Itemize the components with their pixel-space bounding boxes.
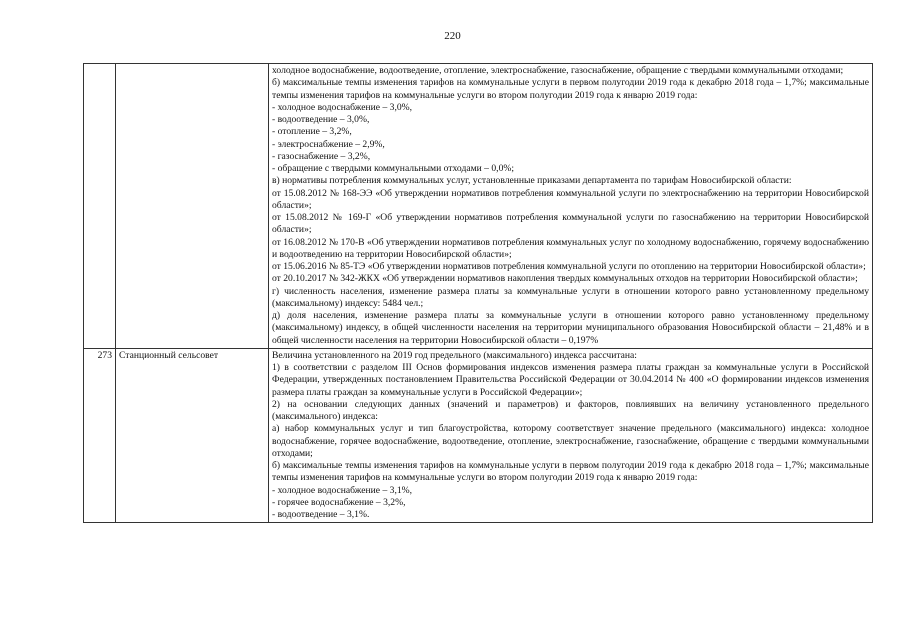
text-paragraph: 1) в соответствии с разделом III Основ формирования индексов изменения размера платы граждан за коммунальные услуги в Российской Федерации, утвержденных постановлением Правительства Российской Федерации от 30.04.2014 № 400 «О формировании индексов изменения размера платы граждан за коммунальные услуги в Российской Федерации»; <box>272 362 869 398</box>
description-cell <box>269 64 873 349</box>
document-table <box>83 63 873 523</box>
text-paragraph: - отопление – 3,2%, <box>272 126 352 138</box>
text-paragraph: г) численность населения, изменение размера платы за коммунальные услуги в отношении которого равно установленному предельному (максимальному) индексу: 5484 чел.; <box>272 285 869 309</box>
text-paragraph: холодное водоснабжение, водоотведение, отопление, электроснабжение, газоснабжение, обращение с твердыми коммунальными отходами; <box>272 65 844 76</box>
table-row <box>84 64 873 349</box>
text-paragraph: б) максимальные темпы изменения тарифов на коммунальные услуги в первом полугодии 2019 года к декабрю 2018 года – 1,7%; максимальные темпы изменения тарифов на коммунальные услуги во втором полугодии 2019 года к январю 2019 года: <box>272 460 869 484</box>
text-paragraph: - холодное водоснабжение – 3,0%, <box>272 101 413 113</box>
text-paragraph: д) доля населения, изменение размера платы за коммунальные услуги в отношении которого равно установленному предельному (максимальному) индексу, в общей численности населения на территории муниципального образования Новосибирской области – 21,48% и в общей численности населения на территории Новосибирской области – 0,197% <box>272 310 869 346</box>
text-paragraph: - обращение с твердыми коммунальными отходами – 0,0%; <box>272 163 515 174</box>
settlement-name <box>116 64 269 349</box>
text-paragraph: - электроснабжение – 2,9%, <box>272 138 385 150</box>
text-paragraph: 2) на основании следующих данных (значений и параметров) и факторов, повлиявших на величину установленного предельного (максимального) индекса: <box>272 398 869 422</box>
page-number: 220 <box>444 30 461 42</box>
text-paragraph: от 15.06.2016 № 85-ТЭ «Об утверждении нормативов потребления коммунальной услуги по отоплению на территории Новосибирской области»; <box>272 261 866 272</box>
table-row <box>84 348 873 523</box>
text-paragraph: в) нормативы потребления коммунальных услуг, установленные приказами департамента по тарифам Новосибирской области: <box>272 175 792 187</box>
text-paragraph: от 20.10.2017 № 342-ЖКХ «Об утверждении нормативов накопления твердых коммунальных отходов на территории Новосибирской области»; <box>272 273 858 285</box>
row-number <box>84 64 116 349</box>
text-paragraph: - газоснабжение – 3,2%, <box>272 150 371 162</box>
text-paragraph: от 15.08.2012 № 168-ЭЭ «Об утверждении нормативов потребления коммунальной услуги по электроснабжению на территории Новосибирской области»; <box>272 187 869 211</box>
text-paragraph: от 16.08.2012 № 170-В «Об утверждении нормативов потребления коммунальных услуг по холодному водоснабжению, горячему водоснабжению и водоотведению на территории Новосибирской области»; <box>272 236 869 260</box>
text-paragraph: б) максимальные темпы изменения тарифов на коммунальные услуги в первом полугодии 2019 года к декабрю 2018 года – 1,7%; максимальные темпы изменения тарифов на коммунальные услуги во втором полугодии 2019 года к январю 2019 года: <box>272 77 869 101</box>
text-paragraph: а) набор коммунальных услуг и тип благоустройства, которому соответствует значение предельного (максимального) индекса: холодное водоснабжение, горячее водоснабжение, водоотведение, отопление, электроснабжение, газоснабжение, обращение с твердыми коммунальными отходами; <box>272 423 869 459</box>
row-number: 273 <box>84 348 116 523</box>
text-paragraph: - водоотведение – 3,0%, <box>272 114 370 125</box>
text-paragraph: Величина установленного на 2019 год предельного (максимального) индекса рассчитана: <box>272 349 637 361</box>
description-cell <box>269 348 873 523</box>
text-paragraph: - холодное водоснабжение – 3,1%, <box>272 484 413 496</box>
settlement-name: Станционный сельсовет <box>116 348 269 523</box>
text-paragraph: - водоотведение – 3,1%. <box>272 509 370 520</box>
text-paragraph: - горячее водоснабжение – 3,2%, <box>272 496 406 508</box>
text-paragraph: от 15.08.2012 № 169-Г «Об утверждении нормативов потребления коммунальной услуги по газоснабжению на территории Новосибирской области»; <box>272 212 869 236</box>
